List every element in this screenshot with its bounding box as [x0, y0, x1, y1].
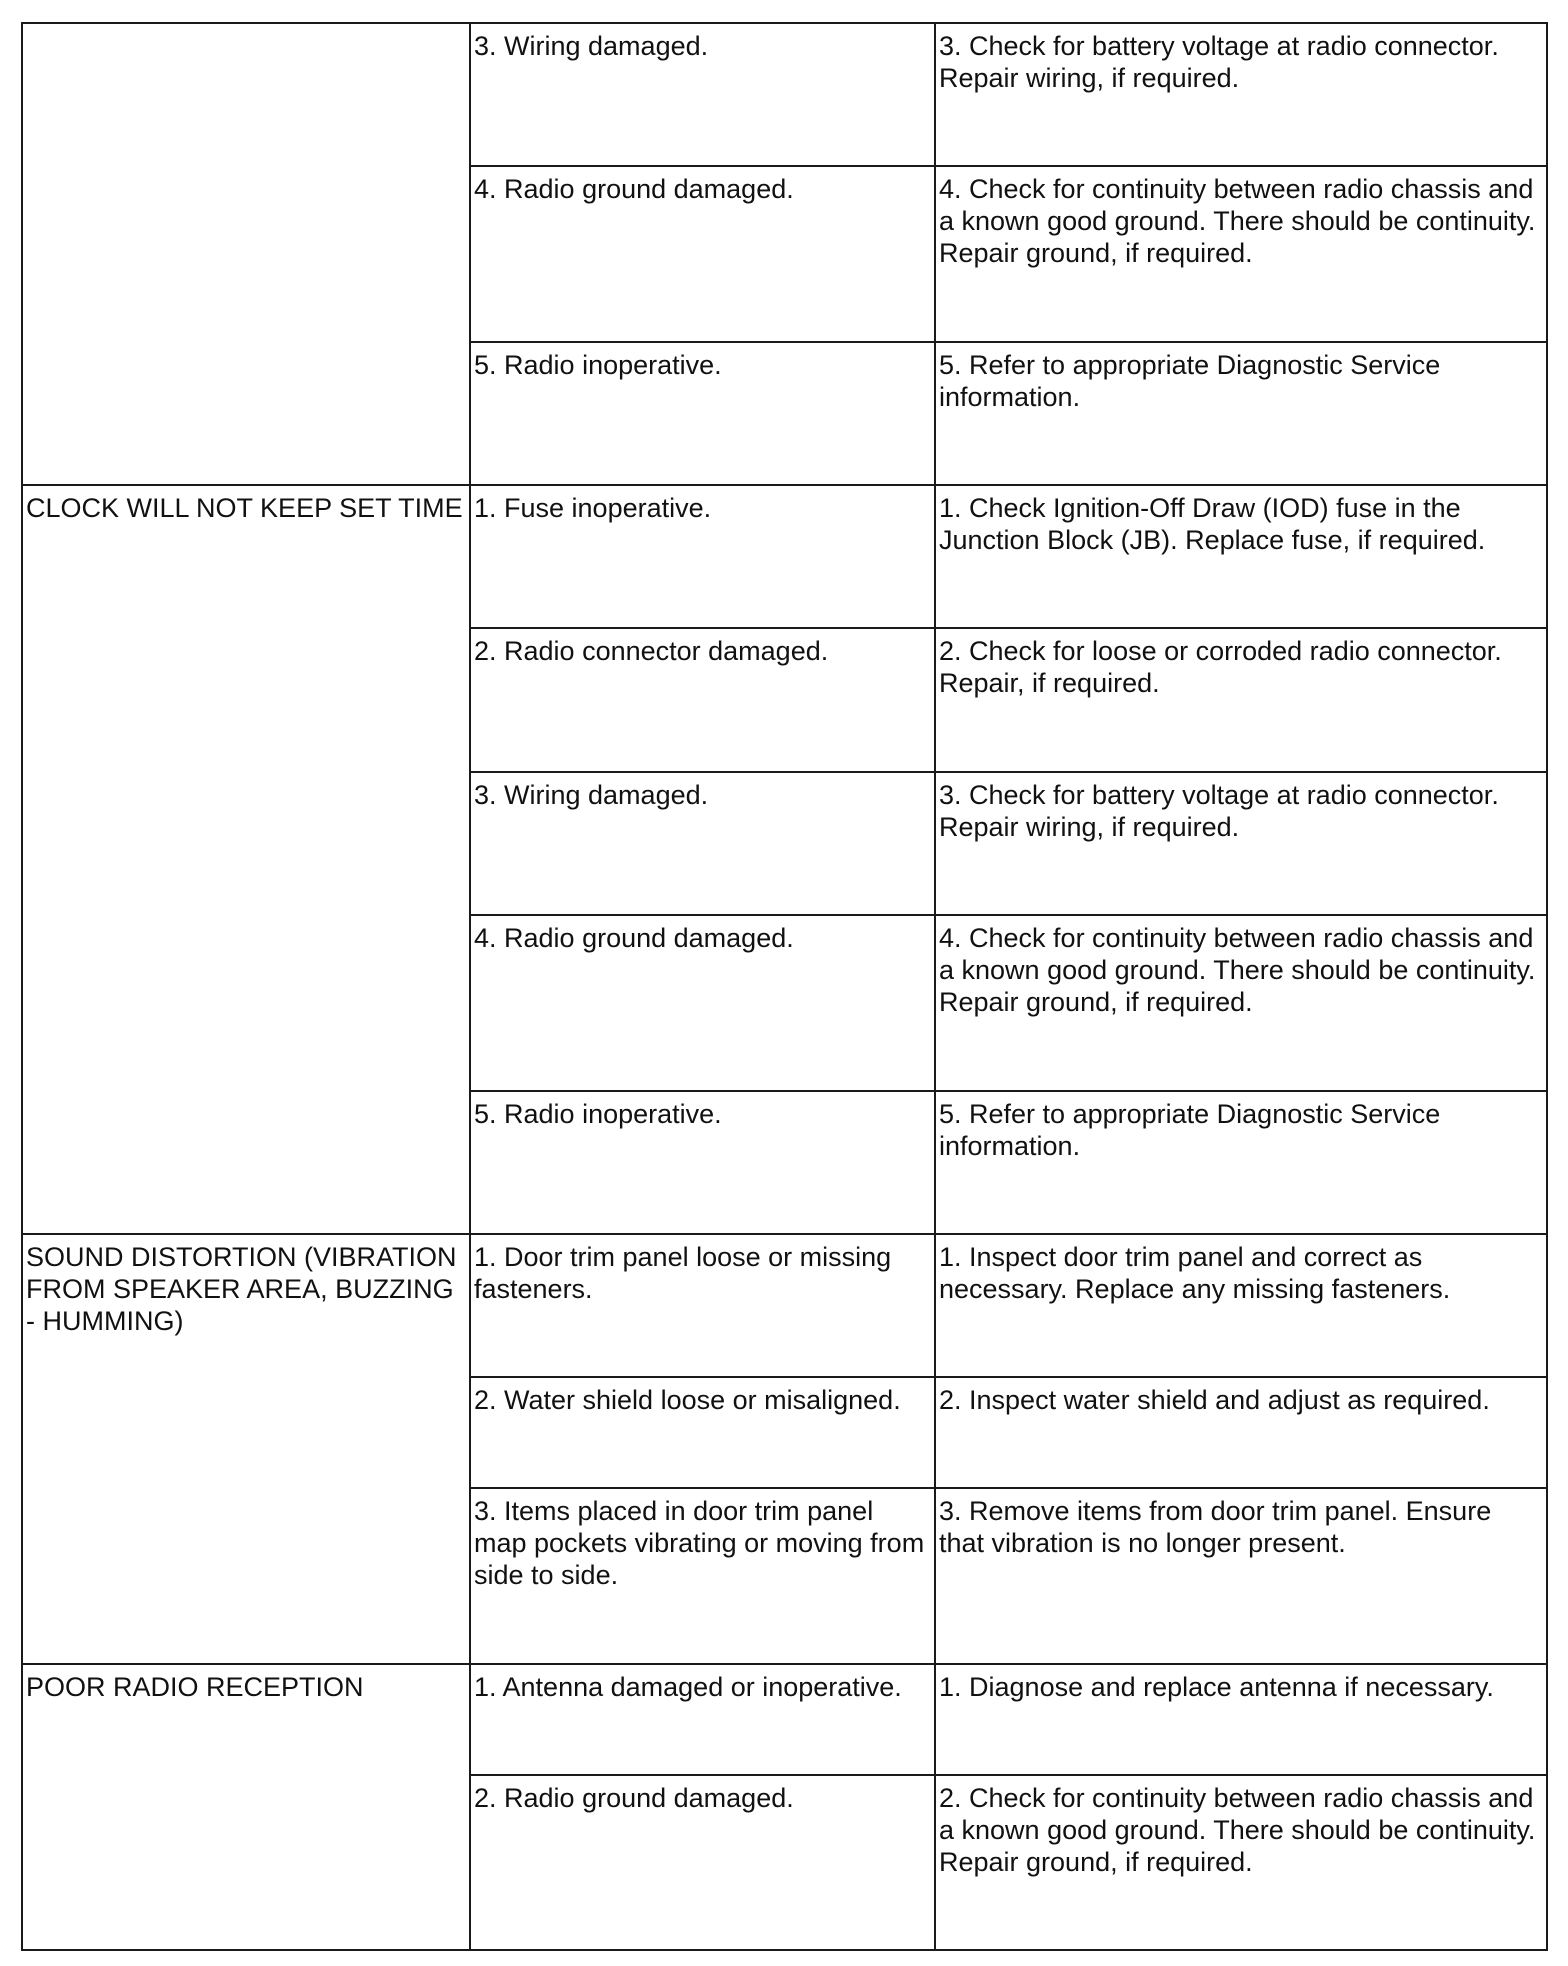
correction-cell: 5. Refer to appropriate Diagnostic Service information. — [935, 1091, 1547, 1234]
cause-cell: 3. Wiring damaged. — [470, 772, 935, 915]
correction-cell: 2. Check for loose or corroded radio connector. Repair, if required. — [935, 628, 1547, 772]
table-row — [22, 23, 1547, 166]
correction-cell: 1. Check Ignition-Off Draw (IOD) fuse in the Junction Block (JB). Replace fuse, if required. — [935, 485, 1547, 628]
cause-cell: 1. Antenna damaged or inoperative. — [470, 1664, 935, 1775]
correction-cell: 4. Check for continuity between radio chassis and a known good ground. There should be continuity. Repair ground, if required. — [935, 166, 1547, 342]
cause-cell: 1. Fuse inoperative. — [470, 485, 935, 628]
cause-cell: 2. Water shield loose or misaligned. — [470, 1377, 935, 1488]
correction-cell: 3. Check for battery voltage at radio connector. Repair wiring, if required. — [935, 23, 1547, 166]
table-row — [22, 1234, 1547, 1377]
cause-cell: 3. Wiring damaged. — [470, 23, 935, 166]
correction-cell: 3. Remove items from door trim panel. Ensure that vibration is no longer present. — [935, 1488, 1547, 1664]
diagnosis-table-body — [22, 23, 1547, 1950]
correction-cell: 2. Check for continuity between radio chassis and a known good ground. There should be continuity. Repair ground, if required. — [935, 1775, 1547, 1950]
cause-cell: 2. Radio connector damaged. — [470, 628, 935, 772]
diagnosis-table — [21, 22, 1548, 1951]
cause-cell: 5. Radio inoperative. — [470, 342, 935, 485]
correction-cell: 3. Check for battery voltage at radio connector. Repair wiring, if required. — [935, 772, 1547, 915]
cause-cell: 4. Radio ground damaged. — [470, 166, 935, 342]
condition-cell: SOUND DISTORTION (VIBRATION FROM SPEAKER AREA, BUZZING - HUMMING) — [22, 1234, 470, 1664]
cause-cell: 4. Radio ground damaged. — [470, 915, 935, 1091]
correction-cell: 1. Inspect door trim panel and correct as necessary. Replace any missing fasteners. — [935, 1234, 1547, 1377]
condition-cell: CLOCK WILL NOT KEEP SET TIME — [22, 485, 470, 1234]
cause-cell: 5. Radio inoperative. — [470, 1091, 935, 1234]
table-row — [22, 485, 1547, 628]
correction-cell: 2. Inspect water shield and adjust as required. — [935, 1377, 1547, 1488]
correction-cell: 4. Check for continuity between radio chassis and a known good ground. There should be continuity. Repair ground, if required. — [935, 915, 1547, 1091]
condition-cell — [22, 23, 470, 485]
table-row — [22, 1664, 1547, 1775]
correction-cell: 1. Diagnose and replace antenna if necessary. — [935, 1664, 1547, 1775]
correction-cell: 5. Refer to appropriate Diagnostic Service information. — [935, 342, 1547, 485]
cause-cell: 1. Door trim panel loose or missing fasteners. — [470, 1234, 935, 1377]
condition-cell: POOR RADIO RECEPTION — [22, 1664, 470, 1950]
cause-cell: 3. Items placed in door trim panel map pockets vibrating or moving from side to side. — [470, 1488, 935, 1664]
cause-cell: 2. Radio ground damaged. — [470, 1775, 935, 1950]
